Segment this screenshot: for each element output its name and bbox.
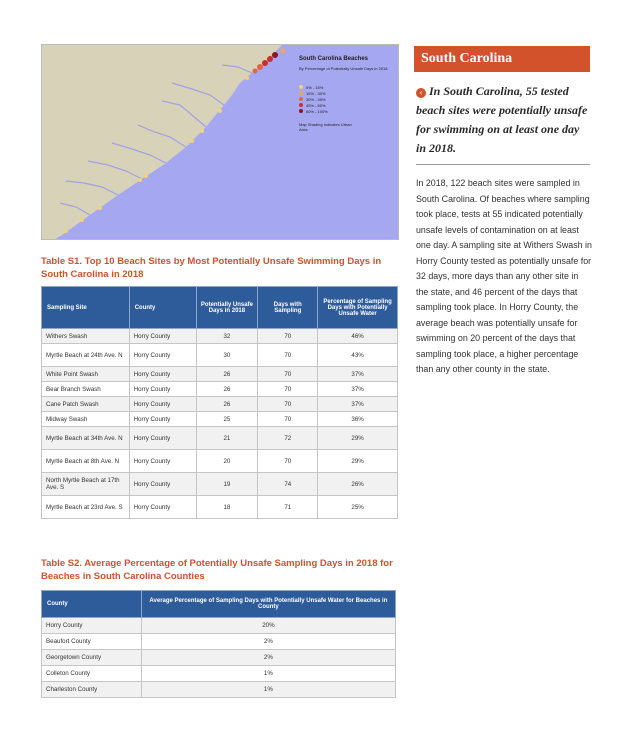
table-cell: Myrtle Beach at 24th Ave. N <box>42 344 130 367</box>
table-cell: 30 <box>196 344 258 367</box>
map-title: South Carolina Beaches <box>299 56 369 62</box>
table-cell: Horry County <box>129 450 196 473</box>
legend-swatch <box>299 97 303 101</box>
legend-swatch <box>299 91 303 95</box>
beach-marker <box>80 218 84 222</box>
table-cell: Horry County <box>129 344 196 367</box>
table-row <box>42 367 398 382</box>
table-cell: 70 <box>258 382 318 397</box>
legend-item <box>299 108 328 114</box>
table-cell: Myrtle Beach at 8th Ave. N <box>42 450 130 473</box>
table-cell: Horry County <box>129 367 196 382</box>
table-row <box>42 473 398 496</box>
column-header: Days with Sampling <box>258 287 318 329</box>
table-cell: 70 <box>258 367 318 382</box>
table-cell: 37% <box>318 367 398 382</box>
table-cell: 21 <box>196 427 258 450</box>
beach-marker <box>218 109 222 113</box>
table-cell: 19 <box>196 473 258 496</box>
map-legend <box>299 84 328 114</box>
table-cell: Horry County <box>129 329 196 344</box>
table-cell: 70 <box>258 397 318 412</box>
table-row <box>42 450 398 473</box>
table-cell: 18 <box>196 496 258 519</box>
table-cell: Charleston County <box>42 682 142 698</box>
table-cell: 74 <box>258 473 318 496</box>
table-cell: North Myrtle Beach at 17th Ave. S <box>42 473 130 496</box>
table-row <box>42 634 396 650</box>
state-header: South Carolina <box>414 46 590 72</box>
table-cell: 70 <box>258 450 318 473</box>
table-cell: Horry County <box>129 427 196 450</box>
beach-marker <box>144 174 148 178</box>
legend-label: 15% - 30% <box>306 90 326 96</box>
table-cell: Myrtle Beach at 34th Ave. N <box>42 427 130 450</box>
table-cell: 2% <box>141 650 395 666</box>
sc-beaches-map <box>41 44 399 240</box>
table-cell: Withers Swash <box>42 329 130 344</box>
table-cell: Cane Patch Swash <box>42 397 130 412</box>
legend-label: 0% - 15% <box>306 84 324 90</box>
table-header-row <box>42 287 398 329</box>
divider <box>416 164 590 165</box>
beach-marker <box>138 178 142 182</box>
map-note: Map Shading Indicates Urban Area <box>299 122 352 132</box>
table-row <box>42 650 396 666</box>
table-cell: 72 <box>258 427 318 450</box>
table-cell: Colleton County <box>42 666 142 682</box>
table-cell: 29% <box>318 450 398 473</box>
table-cell: 46% <box>318 329 398 344</box>
legend-swatch <box>299 103 303 107</box>
callout <box>416 82 590 158</box>
table-header-row <box>42 591 396 618</box>
table-cell: 37% <box>318 397 398 412</box>
table-row <box>42 496 398 519</box>
table-cell: Horry County <box>42 618 142 634</box>
table-row <box>42 682 396 698</box>
legend-swatch <box>299 85 303 89</box>
legend-label: 30% - 45% <box>306 96 326 102</box>
legend-swatch <box>299 109 303 113</box>
table-row <box>42 618 396 634</box>
table-cell: White Point Swash <box>42 367 130 382</box>
table-s2 <box>41 590 396 698</box>
column-header: County <box>129 287 196 329</box>
table-cell: 37% <box>318 382 398 397</box>
table-cell: 1% <box>141 666 395 682</box>
table-cell: 36% <box>318 412 398 427</box>
table-cell: 26% <box>318 473 398 496</box>
beach-marker <box>281 49 286 54</box>
table-row <box>42 666 396 682</box>
beach-marker <box>272 52 278 58</box>
beach-marker <box>257 64 263 70</box>
table-cell: 70 <box>258 329 318 344</box>
table-cell: Horry County <box>129 397 196 412</box>
table-row <box>42 329 398 344</box>
table-cell: 25 <box>196 412 258 427</box>
table-cell: 43% <box>318 344 398 367</box>
column-header: Sampling Site <box>42 287 130 329</box>
table-cell: 26 <box>196 367 258 382</box>
table-cell: 70 <box>258 344 318 367</box>
column-header: Average Percentage of Sampling Days with Potentially Unsafe Water for Beaches in County <box>141 591 395 618</box>
column-header: Potentially Unsafe Days in 2018 <box>196 287 258 329</box>
table-cell: 32 <box>196 329 258 344</box>
table-cell: Georgetown County <box>42 650 142 666</box>
beach-marker <box>98 206 102 210</box>
column-header: County <box>42 591 142 618</box>
table-cell: Horry County <box>129 382 196 397</box>
map-subtitle: By Percentage of Potentially Unsafe Days in 2018 <box>299 66 388 71</box>
table-cell: Beaufort County <box>42 634 142 650</box>
table-cell: Myrtle Beach at 23rd Ave. S <box>42 496 130 519</box>
table-cell: 1% <box>141 682 395 698</box>
body-paragraph: In 2018, 122 beach sites were sampled in South Carolina. Of beaches where sampling took place, tests at 55 indicated potentially unsafe levels of contamination on at least one day. A sampling site at Withers Swash in Horry County tested as potentially unsafe for 32 days, more days than any other site in the state, and 46 percent of the days that sampling took place. In Horry County, the average beach was potentially unsafe for swimming on 20 percent of the days that sampling took place, a higher percentage than any other county in the state. <box>416 178 592 374</box>
legend-label: 45% - 60% <box>306 102 326 108</box>
table-cell: 25% <box>318 496 398 519</box>
table-row <box>42 382 398 397</box>
table-row <box>42 412 398 427</box>
table-s2-title: Table S2. Average Percentage of Potentially Unsafe Sampling Days in 2018 for Beaches in South Carolina Counties <box>41 558 393 582</box>
beach-marker <box>267 56 273 62</box>
table-cell: 26 <box>196 397 258 412</box>
beach-marker <box>200 129 204 133</box>
table-cell: Bear Branch Swash <box>42 382 130 397</box>
map-graphic <box>42 45 399 240</box>
table-cell: 29% <box>318 427 398 450</box>
callout-text: In South Carolina, 55 tested beach sites were potentially unsafe for swimming on at least one day in 2018. <box>416 84 588 155</box>
table-cell: Midway Swash <box>42 412 130 427</box>
column-header: Percentage of Sampling Days with Potentially Unsafe Water <box>318 287 398 329</box>
table-cell: 70 <box>258 412 318 427</box>
table-cell: 71 <box>258 496 318 519</box>
table-cell: 20 <box>196 450 258 473</box>
table-cell: 26 <box>196 382 258 397</box>
table-cell: Horry County <box>129 412 196 427</box>
chevron-left-icon: ‹ <box>416 88 426 98</box>
table-row <box>42 344 398 367</box>
beach-marker <box>190 139 194 143</box>
beach-marker <box>64 229 68 233</box>
table-s1-title: Table S1. Top 10 Beach Sites by Most Potentially Unsafe Swimming Days in South Carolina in 2018 <box>41 256 382 280</box>
table-row <box>42 427 398 450</box>
table-cell: 20% <box>141 618 395 634</box>
beach-marker <box>262 60 268 66</box>
beach-marker <box>253 69 258 74</box>
table-cell: Horry County <box>129 496 196 519</box>
table-s1 <box>41 286 398 519</box>
legend-label: 60% - 100% <box>306 108 328 114</box>
table-cell: 2% <box>141 634 395 650</box>
table-cell: Horry County <box>129 473 196 496</box>
beach-marker <box>245 76 249 80</box>
table-row <box>42 397 398 412</box>
